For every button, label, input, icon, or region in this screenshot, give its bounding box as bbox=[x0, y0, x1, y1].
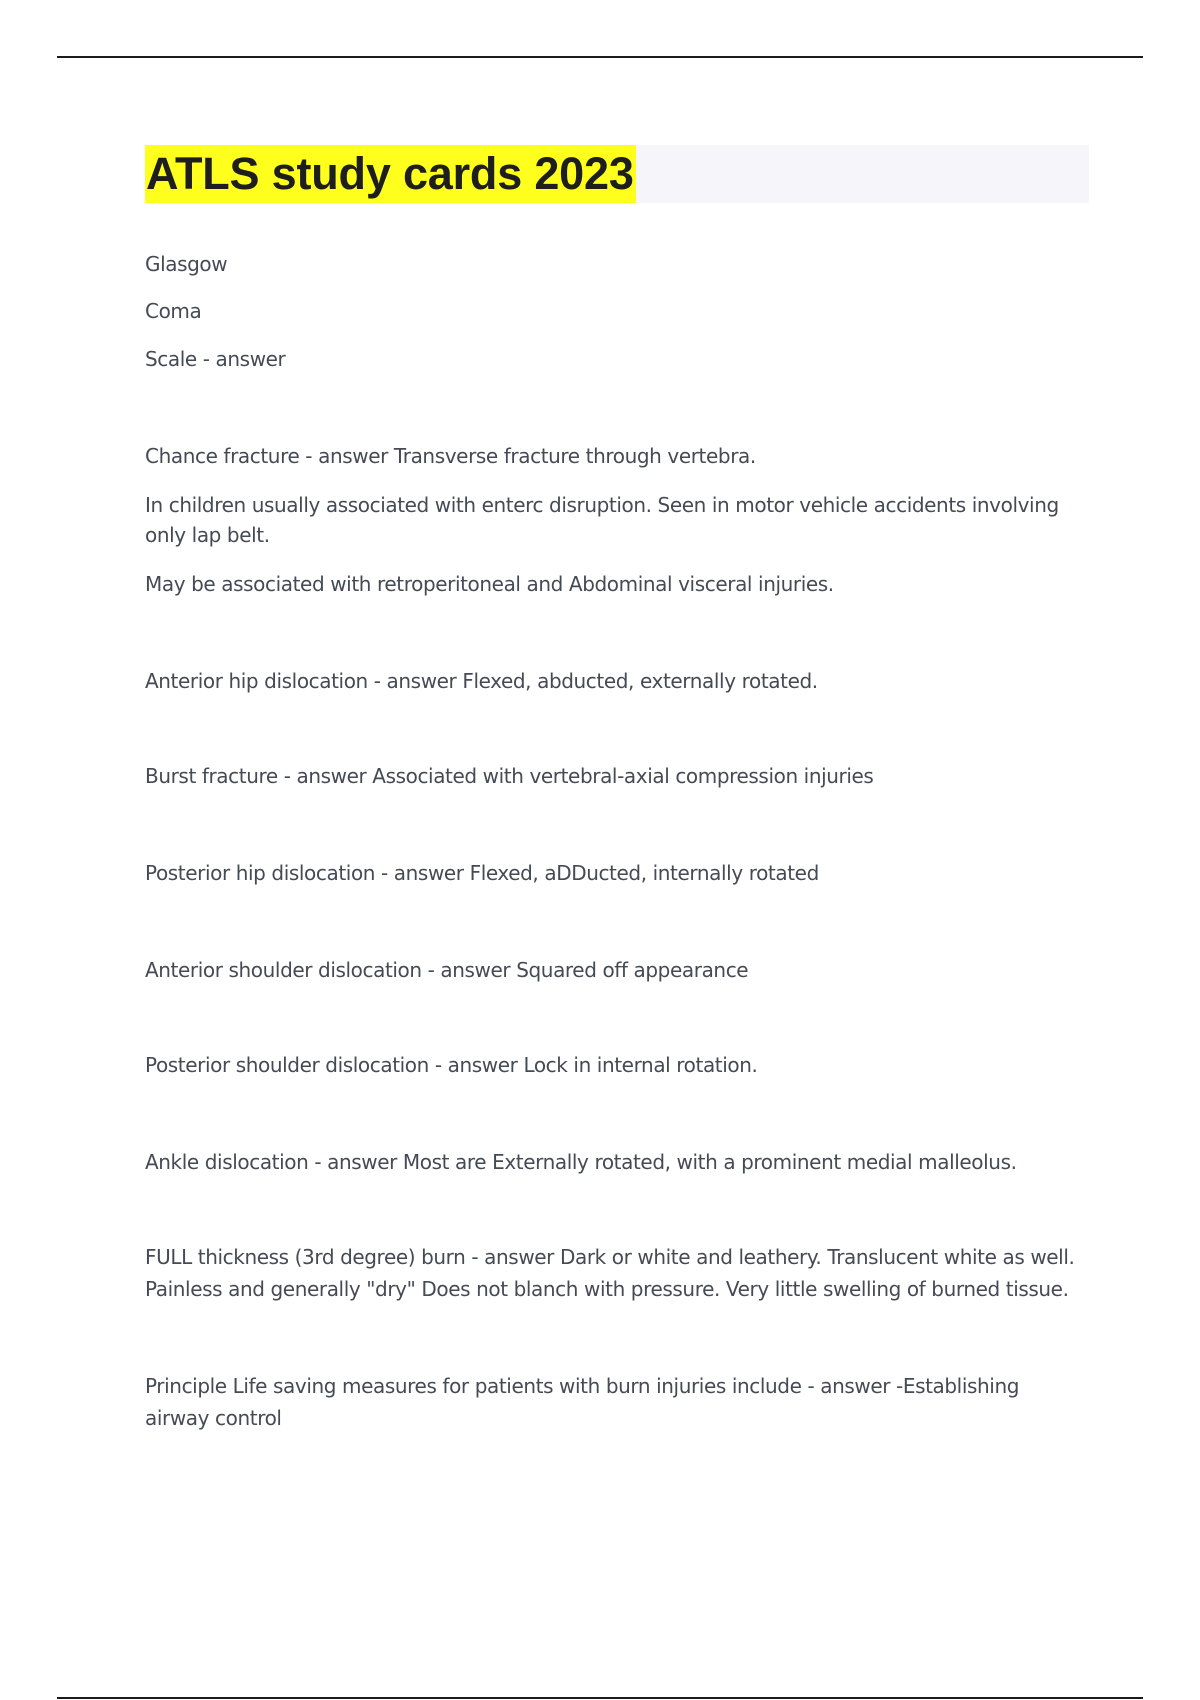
card-line: Scale - answer bbox=[145, 347, 286, 371]
card-line: Anterior hip dislocation - answer Flexed, abducted, externally rotated. bbox=[145, 669, 818, 693]
header-rule bbox=[57, 56, 1143, 58]
card-line: Glasgow bbox=[145, 252, 228, 276]
card-line: Principle Life saving measures for patients with burn injuries include - answer -Establishing bbox=[145, 1374, 1020, 1398]
card-line: Chance fracture - answer Transverse fracture through vertebra. bbox=[145, 444, 756, 468]
card-line: FULL thickness (3rd degree) burn - answer Dark or white and leathery. Translucent white as well. bbox=[145, 1245, 1075, 1269]
card-line: Ankle dislocation - answer Most are Externally rotated, with a prominent medial malleolus. bbox=[145, 1150, 1017, 1174]
card-line: Burst fracture - answer Associated with vertebral-axial compression injuries bbox=[145, 764, 874, 788]
card-line: In children usually associated with enterc disruption. Seen in motor vehicle accidents involving bbox=[145, 493, 1059, 517]
card-line: Painless and generally "dry" Does not blanch with pressure. Very little swelling of burned tissue. bbox=[145, 1277, 1069, 1301]
card-line: only lap belt. bbox=[145, 523, 270, 547]
card-line: Posterior hip dislocation - answer Flexed, aDDucted, internally rotated bbox=[145, 861, 819, 885]
card-line: Anterior shoulder dislocation - answer Squared off appearance bbox=[145, 958, 749, 982]
card-line: Coma bbox=[145, 299, 202, 323]
card-line: airway control bbox=[145, 1406, 282, 1430]
card-line: Posterior shoulder dislocation - answer Lock in internal rotation. bbox=[145, 1053, 758, 1077]
footer-rule bbox=[57, 1697, 1143, 1699]
card-line: May be associated with retroperitoneal and Abdominal visceral injuries. bbox=[145, 572, 834, 596]
document-title: ATLS study cards 2023 bbox=[145, 145, 636, 203]
